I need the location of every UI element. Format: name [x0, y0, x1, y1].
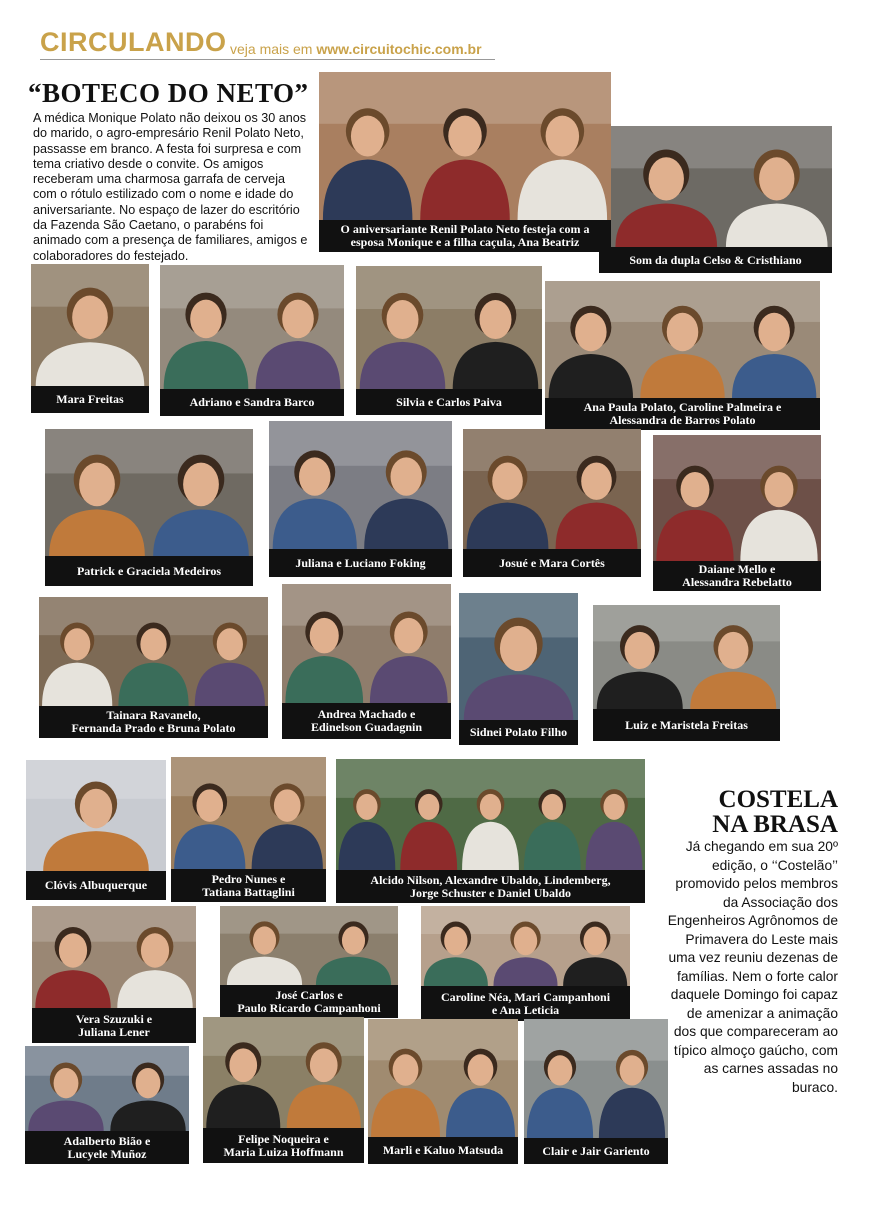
photo-caption: Adalberto Bião e Lucyele Muñoz [25, 1131, 189, 1164]
photo-scene [31, 264, 149, 386]
person-face [546, 116, 579, 157]
person-face [183, 463, 219, 507]
photo-caption: Luiz e Maristela Freitas [593, 709, 780, 741]
person-face [480, 300, 512, 339]
event-photo [459, 593, 578, 720]
photo-caption: Alcido Nilson, Alexandre Ubaldo, Lindemberg, Jorge Schuster e Daniel Ubaldo [336, 870, 645, 903]
photo-scene [356, 266, 542, 389]
person-face [136, 1068, 161, 1098]
photo-caption: Josué e Mara Cortês [463, 549, 641, 577]
photo-highlight [524, 1019, 668, 1061]
person-face [448, 116, 481, 157]
event-photo [368, 1019, 518, 1137]
person-face [229, 1048, 257, 1082]
article-title-costela [690, 787, 838, 837]
person-face [351, 116, 384, 157]
person-face [393, 1054, 419, 1086]
person-face [583, 927, 606, 956]
photo-scene [282, 584, 451, 703]
event-photo [203, 1017, 364, 1128]
photo-caption: Silvia e Carlos Paiva [356, 389, 542, 415]
person-face [356, 794, 377, 820]
person-face [72, 296, 108, 340]
photo-caption: Caroline Néa, Mari Campanhoni e Ana Leticia [421, 986, 630, 1021]
event-photo [282, 584, 451, 703]
person-face [548, 1055, 573, 1085]
person-face [391, 457, 422, 495]
event-photo [545, 281, 820, 398]
photo-caption: Patrick e Graciela Medeiros [45, 556, 253, 586]
photo-scene [160, 265, 344, 389]
photo-scene [220, 906, 398, 985]
person-face [418, 794, 439, 820]
photo-caption: Pedro Nunes e Tatiana Battaglini [171, 869, 326, 902]
person-face [190, 300, 222, 339]
person-face [681, 472, 710, 507]
person-face [718, 632, 748, 669]
person-face [217, 628, 243, 660]
person-face [468, 1054, 494, 1086]
person-face [620, 1055, 645, 1085]
person-face [394, 618, 423, 653]
photo-highlight [356, 266, 542, 309]
photo-caption: Andrea Machado e Edinelson Guadagnin [282, 703, 451, 739]
photo-scene [545, 281, 820, 398]
photo-highlight [32, 906, 196, 942]
event-photo [45, 429, 253, 556]
header-rule [40, 59, 495, 60]
person-face [274, 789, 301, 822]
photo-scene [336, 759, 645, 870]
event-photo [31, 264, 149, 386]
person-face [59, 933, 87, 967]
photo-highlight [160, 265, 344, 308]
event-photo [463, 429, 641, 549]
person-face [196, 789, 223, 822]
event-photo [593, 605, 780, 709]
photo-caption: Felipe Noqueira e Maria Luiza Hoffmann [203, 1128, 364, 1163]
photo-highlight [593, 605, 780, 641]
person-face [603, 794, 624, 820]
person-face [667, 313, 699, 352]
photo-scene [39, 597, 268, 706]
photo-caption: Ana Paula Polato, Caroline Palmeira e Alessandra de Barros Polato [545, 398, 820, 430]
photo-scene [421, 906, 630, 986]
see-more-line [230, 41, 482, 57]
photo-caption: Clair e Jair Gariento [524, 1138, 668, 1164]
photo-highlight [282, 584, 451, 626]
photo-highlight [611, 126, 832, 168]
article-title-costela-text: COSTELA NA BRASA [712, 786, 838, 838]
event-photo [356, 266, 542, 389]
article-title-boteco: “BOTECO DO NETO” [28, 78, 309, 108]
photo-scene [26, 760, 166, 871]
photo-caption: Adriano e Sandra Barco [160, 389, 344, 416]
person-face [514, 927, 537, 956]
person-face [575, 313, 607, 352]
event-photo [160, 265, 344, 389]
see-more-prefix: veja mais em [230, 41, 313, 57]
person-face [140, 628, 166, 660]
person-face [444, 927, 467, 956]
photo-scene [524, 1019, 668, 1138]
photo-scene [171, 757, 326, 869]
event-photo [171, 757, 326, 869]
person-face [64, 628, 90, 660]
photo-scene [45, 429, 253, 556]
person-face [765, 472, 794, 507]
photo-caption: Sidnei Polato Filho [459, 720, 578, 745]
event-photo [269, 421, 452, 549]
person-face [80, 789, 112, 829]
event-photo [39, 597, 268, 706]
event-photo [32, 906, 196, 1008]
photo-scene [653, 435, 821, 561]
photo-scene [611, 126, 832, 247]
photo-scene [32, 906, 196, 1008]
person-face [79, 463, 115, 507]
photo-highlight [220, 906, 398, 934]
event-photo [220, 906, 398, 985]
photo-highlight [45, 429, 253, 473]
photo-scene [463, 429, 641, 549]
person-face [759, 157, 794, 200]
person-face [310, 618, 339, 653]
photo-scene [459, 593, 578, 720]
event-photo [653, 435, 821, 561]
person-face [581, 462, 612, 499]
person-face [649, 157, 684, 200]
photo-scene [269, 421, 452, 549]
event-photo [26, 760, 166, 871]
event-photo [336, 759, 645, 870]
person-face [54, 1068, 79, 1098]
photo-caption: Daiane Mello e Alessandra Rebelatto [653, 561, 821, 591]
section-title: CIRCULANDO [40, 27, 227, 57]
photo-caption: Mara Freitas [31, 386, 149, 413]
photo-highlight [171, 757, 326, 796]
photo-caption: Vera Szuzuki e Juliana Lener [32, 1008, 196, 1043]
person-face [141, 933, 169, 967]
person-face [310, 1048, 338, 1082]
person-face [492, 462, 523, 499]
photo-scene [25, 1046, 189, 1131]
person-face [758, 313, 790, 352]
person-face [625, 632, 655, 669]
photo-scene [319, 72, 611, 220]
photo-caption: Marli e Kaluo Matsuda [368, 1137, 518, 1164]
photo-caption: Juliana e Luciano Foking [269, 549, 452, 577]
website-link[interactable]: www.circuitochic.com.br [316, 41, 482, 57]
person-face [480, 794, 501, 820]
photo-scene [203, 1017, 364, 1128]
photo-highlight [25, 1046, 189, 1076]
person-face [342, 926, 365, 954]
person-face [253, 926, 276, 954]
photo-caption: O aniversariante Renil Polato Neto festeja com a esposa Monique e a filha caçula, Ana Beatriz [319, 220, 611, 252]
person-face [500, 626, 537, 671]
photo-caption: Som da dupla Celso & Cristhiano [599, 247, 832, 273]
photo-caption: Clóvis Albuquerque [26, 871, 166, 900]
photo-highlight [203, 1017, 364, 1056]
person-face [387, 300, 419, 339]
article-body-boteco: A médica Monique Polato não deixou os 30 anos do marido, o agro-empresário Renil Polato Neto, passasse em branco. A festa foi surpresa e com tema criativo desde o convite. Os amigos receberam uma charmosa garrafa de cerveja com o rótulo estilizado com o nome e idade do aniversariante. No espaço de lazer do escritório da Fazenda São Caetano, o parabéns foi animado com a presença de familiares, amigos e colaboradores do festejado. [33, 111, 308, 263]
photo-caption: José Carlos e Paulo Ricardo Campanhoni [220, 985, 398, 1018]
event-photo [524, 1019, 668, 1138]
photo-scene [368, 1019, 518, 1137]
photo-highlight [269, 421, 452, 466]
photo-caption: Tainara Ravanelo, Fernanda Prado e Bruna Polato [39, 706, 268, 738]
event-photo [611, 126, 832, 247]
event-photo [319, 72, 611, 220]
person-face [282, 300, 314, 339]
person-face [542, 794, 563, 820]
photo-highlight [653, 435, 821, 479]
photo-highlight [368, 1019, 518, 1060]
event-photo [421, 906, 630, 986]
photo-scene [593, 605, 780, 709]
photo-highlight [463, 429, 641, 471]
person-face [299, 457, 330, 495]
article-body-costela: Já chegando em sua 20º edição, o ‘‘Costelão’’ promovido pelos membros da Associação dos Engenheiros Agrônomos de Primavera do Leste mais uma vez reuniu dezenas de famílias. Nem o forte calor daquele Domingo foi capaz de amenizar a animação dos que compareceram ao típico almoço gaúcho, com as carnes assadas no buraco. [667, 839, 838, 1095]
event-photo [25, 1046, 189, 1131]
